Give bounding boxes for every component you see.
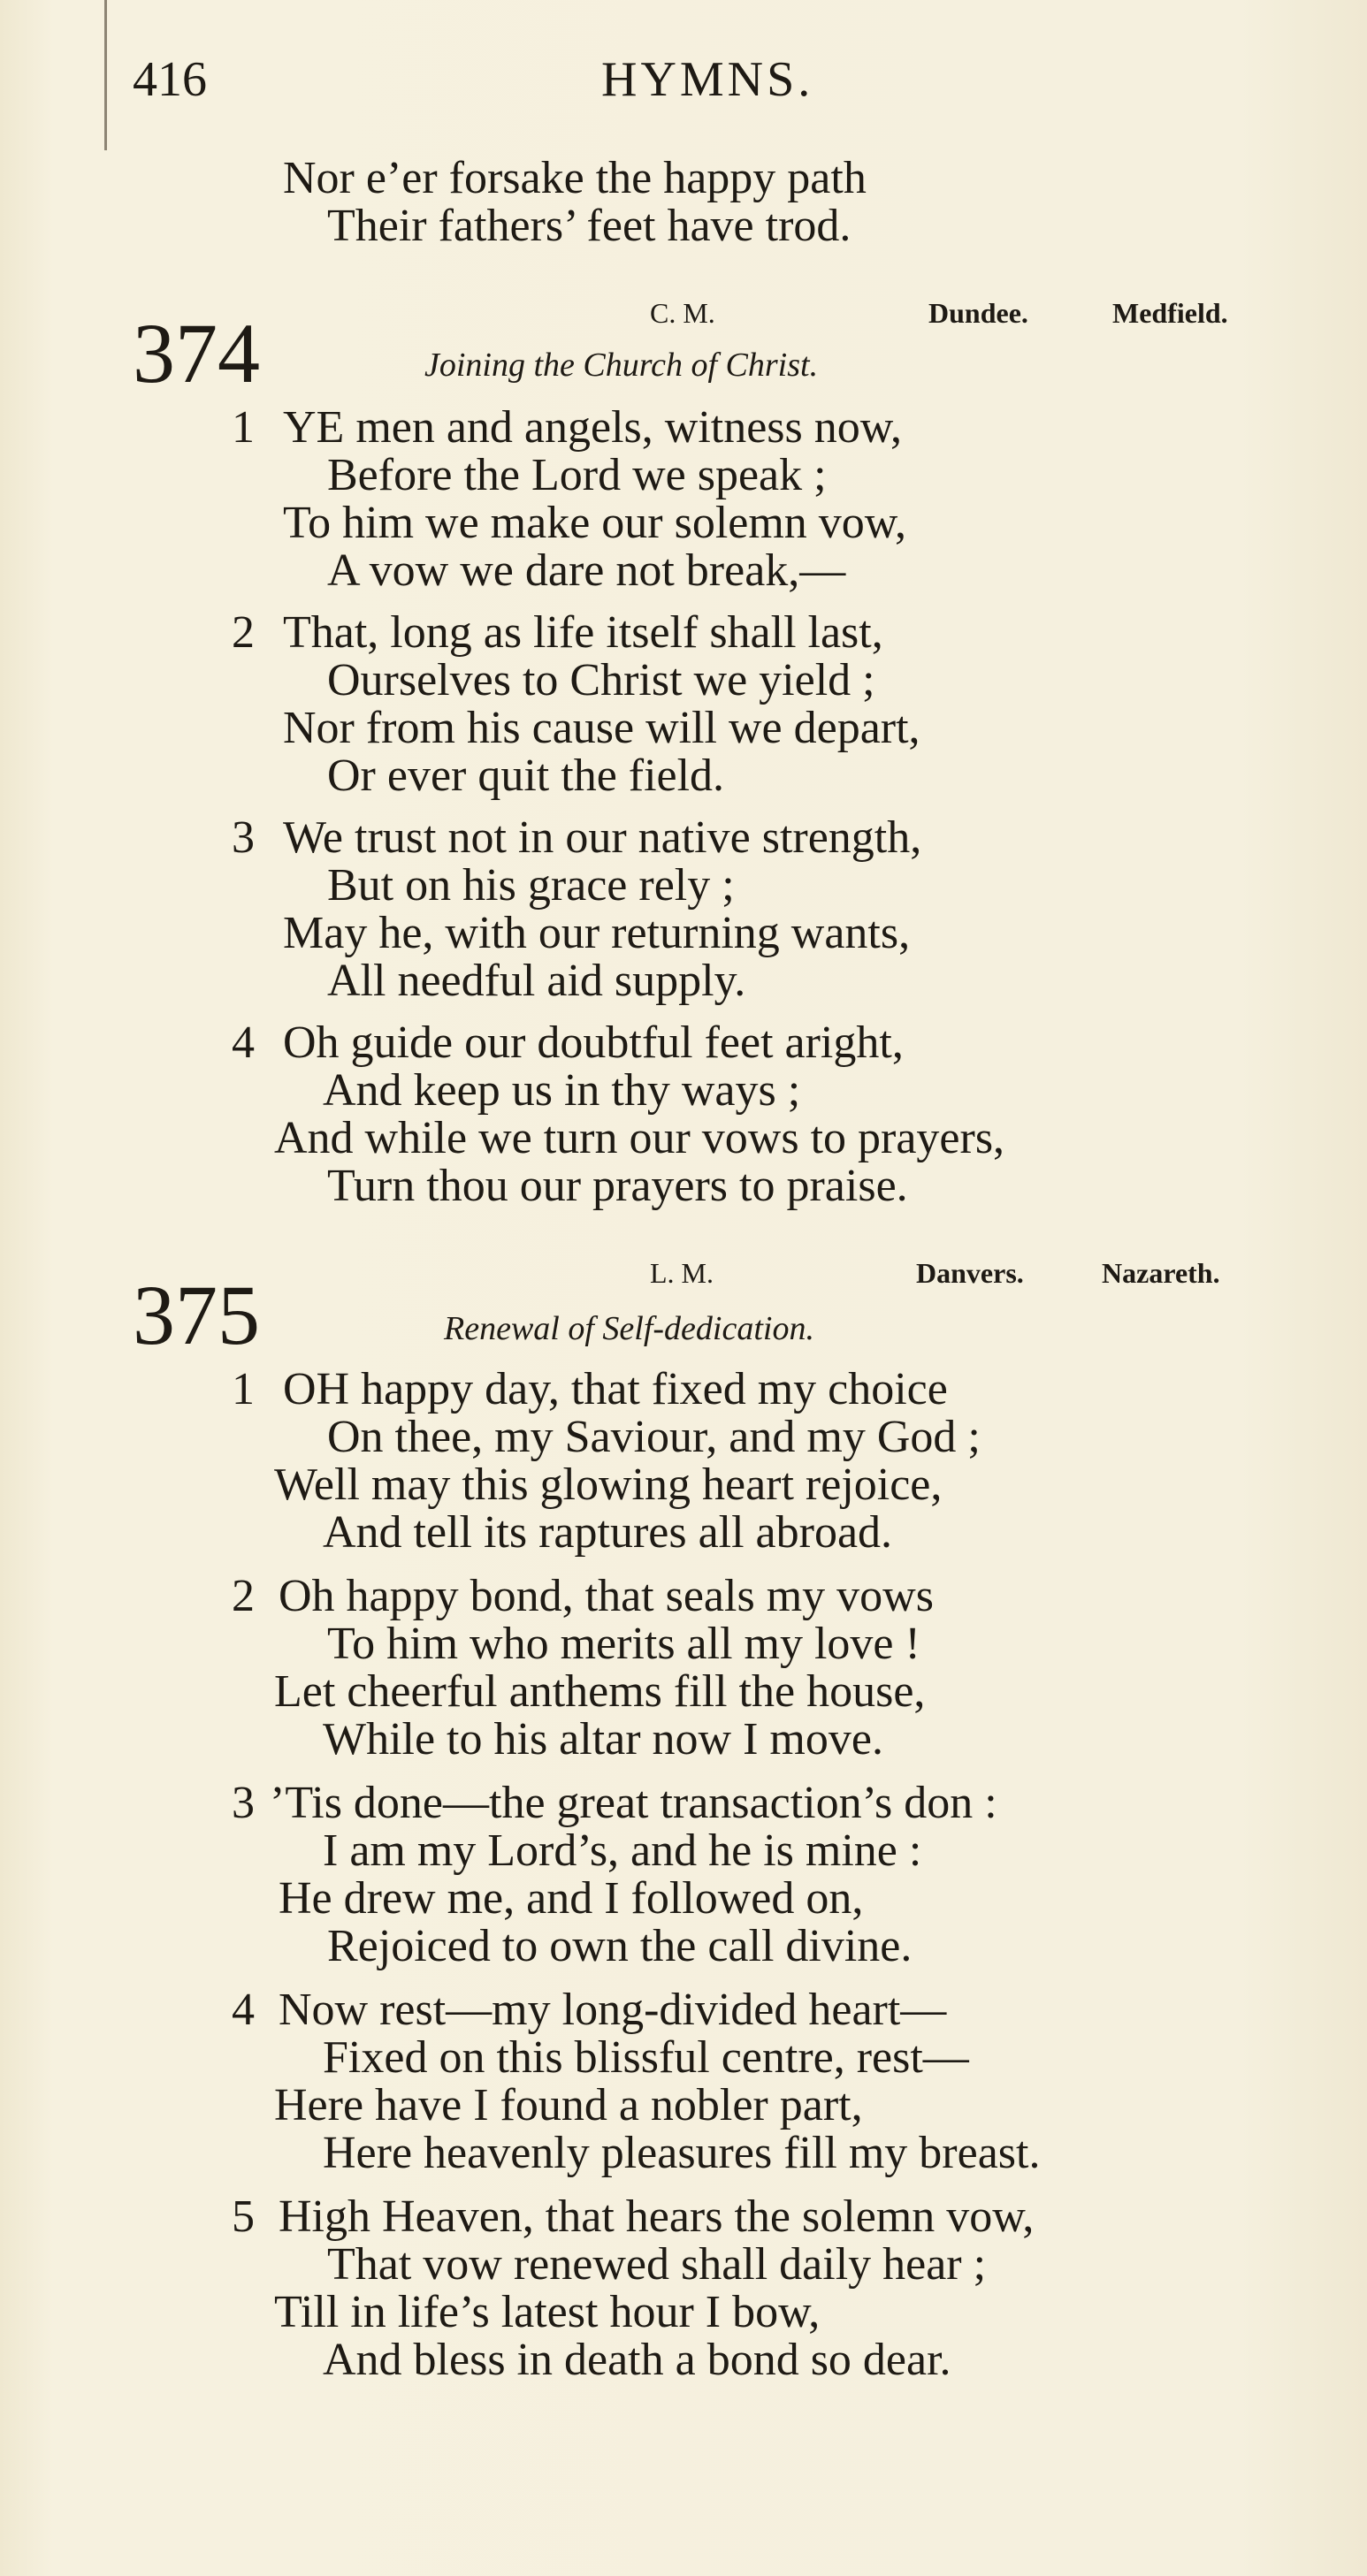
stanza-number: 3 xyxy=(232,1778,255,1828)
verse-line: He drew me, and I followed on, xyxy=(279,1873,864,1924)
hymn-number: 375 xyxy=(133,1268,260,1362)
verse-line: Here have I found a nobler part, xyxy=(274,2080,863,2130)
page-header xyxy=(133,51,1282,113)
verse-line: OH happy day, that fixed my choice xyxy=(283,1364,948,1414)
tune-name: Nazareth. xyxy=(1102,1257,1220,1289)
stanza-number: 4 xyxy=(232,1017,255,1068)
stanza-number: 2 xyxy=(232,607,255,658)
verse-line: May he, with our returning wants, xyxy=(283,908,911,958)
tune-name: Dundee. xyxy=(928,297,1028,329)
stanza-number: 1 xyxy=(232,402,255,453)
stanza-number: 4 xyxy=(232,1985,255,2035)
verse-line: Nor from his cause will we depart, xyxy=(283,703,920,753)
verse-line: Before the Lord we speak ; xyxy=(327,450,827,500)
stanza-number: 3 xyxy=(232,812,255,863)
verse-line: And keep us in thy ways ; xyxy=(323,1065,801,1116)
verse-line: And tell its raptures all abroad. xyxy=(323,1507,893,1558)
verse-line: Oh happy bond, that seals my vows xyxy=(279,1571,934,1621)
verse-line: Rejoiced to own the call divine. xyxy=(327,1921,913,1971)
verse-line: Ourselves to Christ we yield ; xyxy=(327,655,875,705)
verse-line: All needful aid supply. xyxy=(327,956,746,1006)
verse-line: Now rest—my long-divided heart— xyxy=(279,1985,947,2035)
verse-line: While to his altar now I move. xyxy=(323,1714,883,1764)
hymn-title: Joining the Church of Christ. xyxy=(424,347,819,384)
verse-line: Oh guide our doubtful feet aright, xyxy=(283,1017,904,1068)
verse-line: But on his grace rely ; xyxy=(327,860,735,911)
verse-line: Till in life’s latest hour I bow, xyxy=(274,2287,821,2337)
verse-line: To him we make our solemn vow, xyxy=(283,498,906,548)
tune-name: Medfield. xyxy=(1112,297,1228,329)
continuation-line: Nor e’er forsake the happy path xyxy=(283,153,867,203)
hymn-meter: C. M. xyxy=(650,297,715,329)
verse-line: We trust not in our native strength, xyxy=(283,812,922,863)
verse-line: And while we turn our vows to prayers, xyxy=(274,1113,1005,1163)
hymn-title: Renewal of Self-dedication. xyxy=(444,1310,814,1347)
stanza-number: 2 xyxy=(232,1571,255,1621)
binding-edge-line xyxy=(104,0,107,150)
verse-line: ’Tis done—the great transaction’s don : xyxy=(270,1778,997,1828)
stanza-number: 5 xyxy=(232,2191,255,2242)
verse-line: Or ever quit the field. xyxy=(327,751,725,801)
running-head: HYMNS. xyxy=(601,52,814,107)
verse-line: Turn thou our prayers to praise. xyxy=(327,1161,908,1211)
verse-line: A vow we dare not break,— xyxy=(327,545,846,596)
page-number: 416 xyxy=(133,52,207,107)
verse-line: Let cheerful anthems fill the house, xyxy=(274,1666,926,1717)
verse-line: And bless in death a bond so dear. xyxy=(323,2335,951,2385)
hymn-meter: L. M. xyxy=(650,1257,714,1289)
tune-name: Danvers. xyxy=(916,1257,1024,1289)
verse-line: Here heavenly pleasures fill my breast. xyxy=(323,2128,1041,2178)
verse-line: That, long as life itself shall last, xyxy=(283,607,883,658)
verse-line: High Heaven, that hears the solemn vow, xyxy=(279,2191,1035,2242)
verse-line: Well may this glowing heart rejoice, xyxy=(274,1459,943,1510)
verse-line: That vow renewed shall daily hear ; xyxy=(327,2239,987,2290)
verse-line: To him who merits all my love ! xyxy=(327,1619,920,1669)
hymn-number: 374 xyxy=(133,306,260,400)
stanza-number: 1 xyxy=(232,1364,255,1414)
verse-line: On thee, my Saviour, and my God ; xyxy=(327,1412,981,1462)
verse-line: Fixed on this blissful centre, rest— xyxy=(323,2032,969,2083)
verse-line: I am my Lord’s, and he is mine : xyxy=(323,1825,922,1876)
continuation-line: Their fathers’ feet have trod. xyxy=(327,201,852,251)
verse-line: YE men and angels, witness now, xyxy=(283,402,902,453)
